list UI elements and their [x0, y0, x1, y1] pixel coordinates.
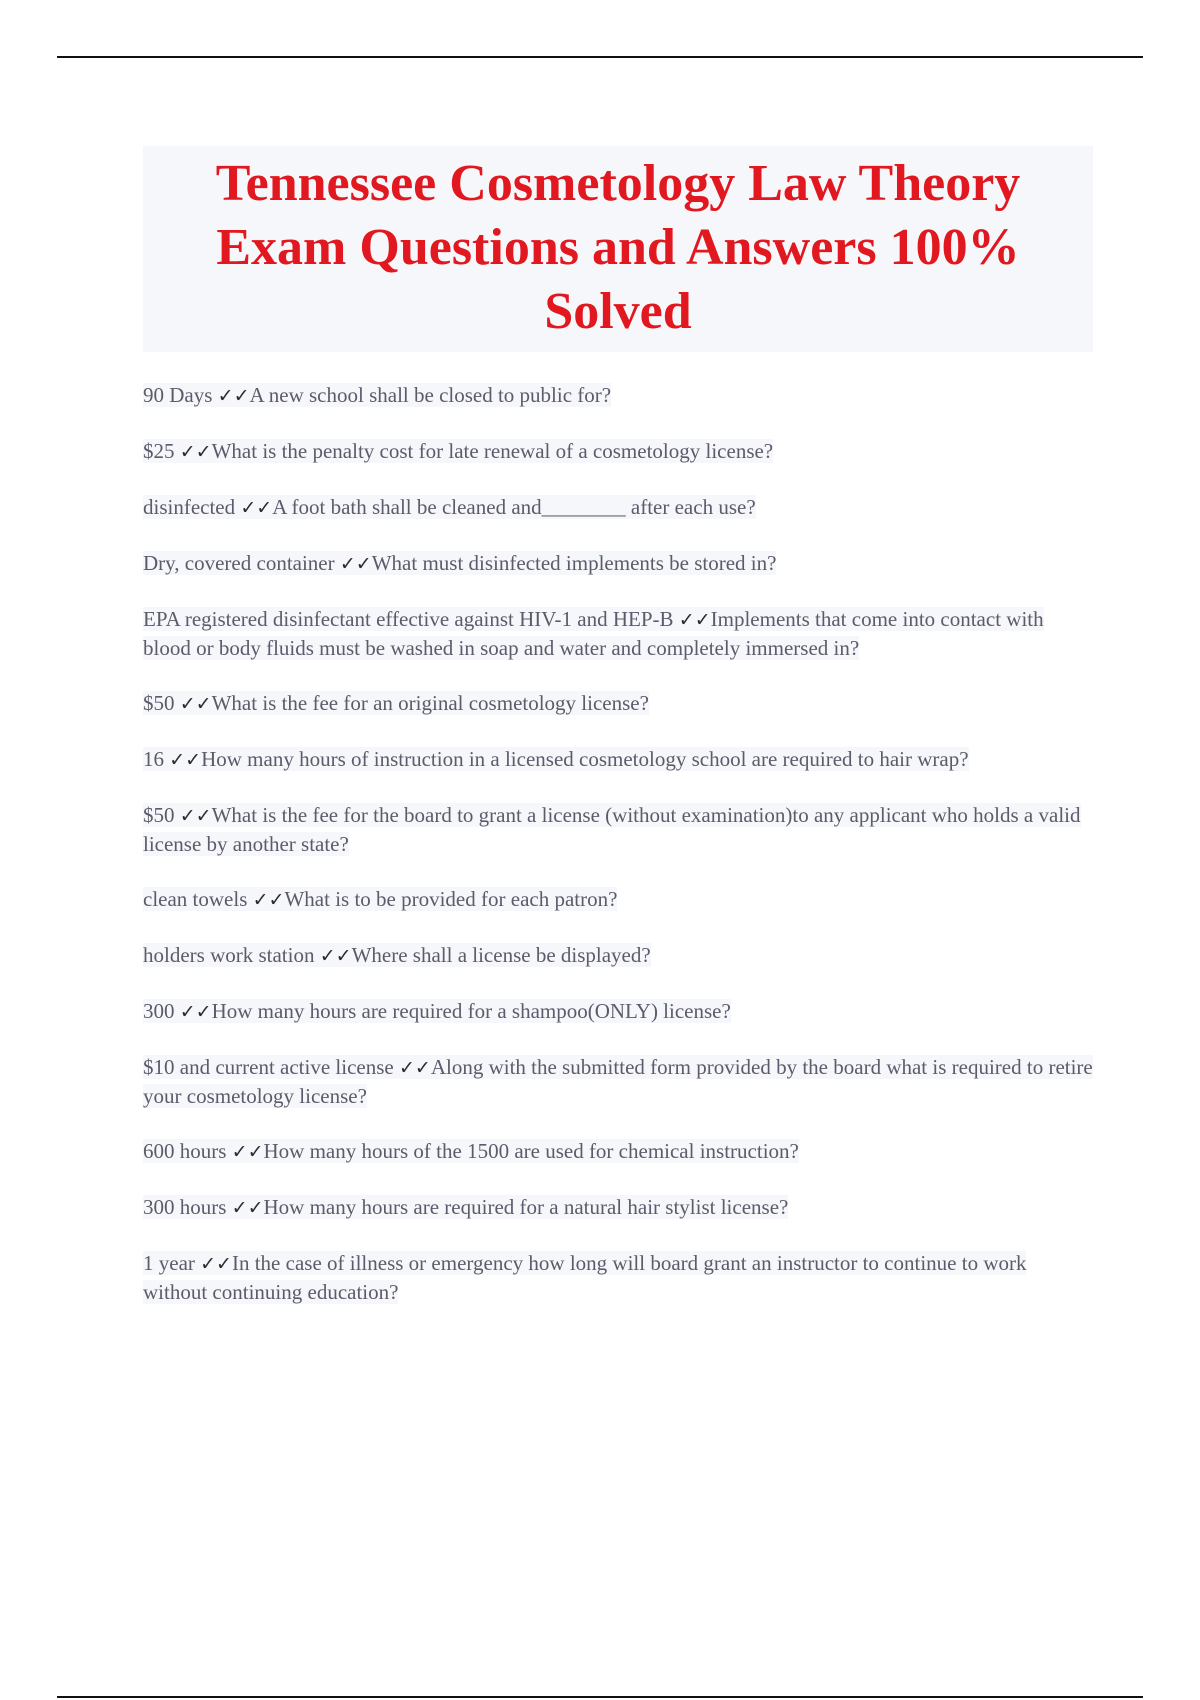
title-banner: [143, 146, 1093, 352]
answer-text: 300 hours: [143, 1195, 227, 1219]
question-text: Where shall a license be displayed?: [351, 943, 651, 967]
qa-item: [143, 437, 1093, 466]
check-mark-icon: ✓✓: [217, 385, 250, 407]
top-divider: [57, 56, 1143, 58]
question-text: What is the fee for the board to grant a license (without examination)to any applicant who holds a valid license by another state?: [143, 803, 1081, 856]
question-text: Implements that come into contact with blood or body fluids must be washed in soap and water and completely immersed in?: [143, 607, 1044, 660]
qa-item: [143, 605, 1093, 662]
check-mark-icon: ✓✓: [319, 945, 352, 967]
question-text: What is to be provided for each patron?: [284, 887, 618, 911]
question-text: How many hours of instruction in a licensed cosmetology school are required to hair wrap?: [201, 747, 969, 771]
question-text: How many hours are required for a shampoo(ONLY) license?: [211, 999, 731, 1023]
qa-item: [143, 1193, 1093, 1222]
qa-item: [143, 1137, 1093, 1166]
answer-text: Dry, covered container: [143, 551, 335, 575]
question-text: What is the fee for an original cosmetology license?: [211, 691, 649, 715]
question-text: A new school shall be closed to public for?: [249, 383, 612, 407]
check-mark-icon: ✓✓: [169, 749, 202, 771]
question-text: Along with the submitted form provided by the board what is required to retire your cosmetology license?: [143, 1055, 1093, 1108]
check-mark-icon: ✓✓: [179, 805, 212, 827]
qa-item: [143, 941, 1093, 970]
answer-text: clean towels: [143, 887, 248, 911]
answer-text: holders work station: [143, 943, 315, 967]
document-body: [143, 146, 1093, 1306]
answer-text: $25: [143, 439, 175, 463]
qa-item: [143, 549, 1093, 578]
answer-text: $50: [143, 803, 175, 827]
qa-item: [143, 689, 1093, 718]
answer-text: EPA registered disinfectant effective against HIV-1 and HEP-B: [143, 607, 674, 631]
qa-item: [143, 1249, 1093, 1306]
qa-item: [143, 997, 1093, 1026]
check-mark-icon: ✓✓: [240, 497, 273, 519]
question-text: A foot bath shall be cleaned and________ after each use?: [272, 495, 756, 519]
check-mark-icon: ✓✓: [179, 441, 212, 463]
answer-text: $50: [143, 691, 175, 715]
check-mark-icon: ✓✓: [252, 889, 285, 911]
qa-item: [143, 885, 1093, 914]
check-mark-icon: ✓✓: [398, 1057, 431, 1079]
check-mark-icon: ✓✓: [200, 1253, 232, 1275]
answer-text: 1 year: [143, 1251, 195, 1275]
answer-text: 300: [143, 999, 175, 1023]
qa-item: [143, 745, 1093, 774]
question-text: In the case of illness or emergency how long will board grant an instructor to continue to work without continuing education?: [143, 1251, 1027, 1304]
bottom-divider: [57, 1696, 1143, 1698]
qa-item: [143, 801, 1093, 858]
check-mark-icon: ✓✓: [678, 609, 711, 631]
check-mark-icon: ✓✓: [339, 553, 372, 575]
question-text: What must disinfected implements be stored in?: [371, 551, 777, 575]
question-text: What is the penalty cost for late renewal of a cosmetology license?: [211, 439, 774, 463]
answer-text: $10 and current active license: [143, 1055, 394, 1079]
check-mark-icon: ✓✓: [231, 1141, 264, 1163]
document-title: Tennessee Cosmetology Law Theory Exam Questions and Answers 100% Solved: [215, 155, 1021, 340]
answer-text: 16: [143, 747, 164, 771]
answer-text: 600 hours: [143, 1139, 227, 1163]
question-text: How many hours of the 1500 are used for chemical instruction?: [263, 1139, 799, 1163]
question-text: How many hours are required for a natural hair stylist license?: [263, 1195, 789, 1219]
qa-item: [143, 381, 1093, 410]
check-mark-icon: ✓✓: [179, 1001, 212, 1023]
answer-text: disinfected: [143, 495, 236, 519]
check-mark-icon: ✓✓: [231, 1197, 264, 1219]
check-mark-icon: ✓✓: [179, 693, 212, 715]
qa-list: [143, 381, 1093, 1306]
qa-item: [143, 493, 1093, 522]
qa-item: [143, 1053, 1093, 1110]
answer-text: 90 Days: [143, 383, 213, 407]
